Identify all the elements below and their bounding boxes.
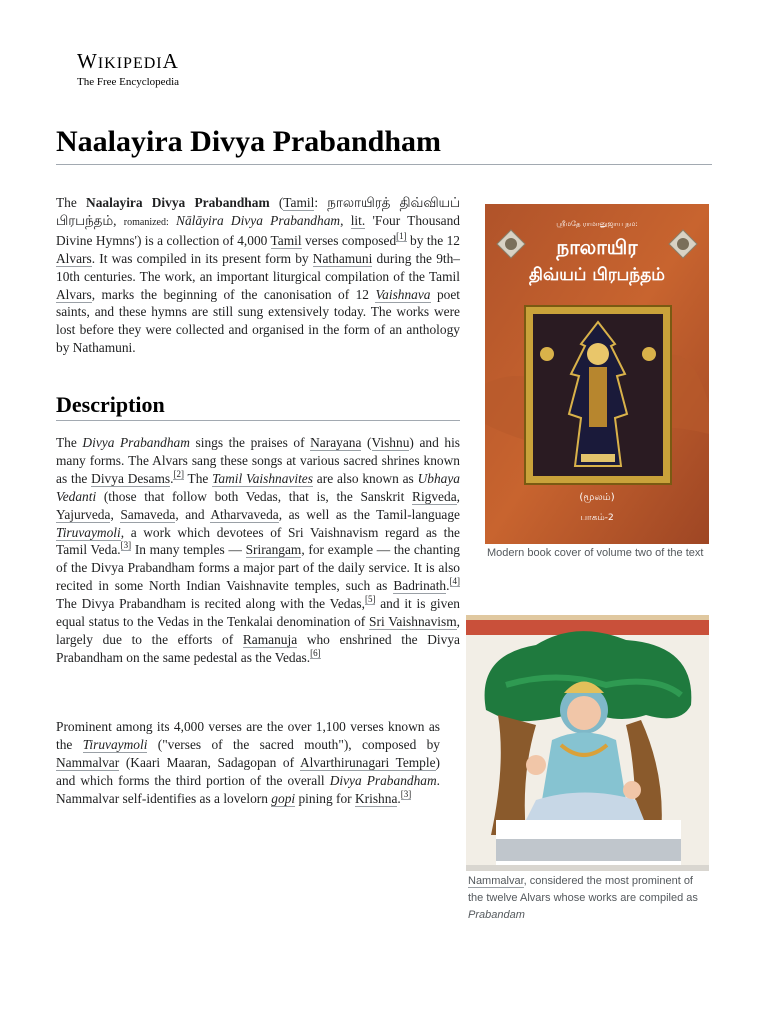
link-alvars-2[interactable]: Alvars [56, 286, 92, 302]
link-badrinath[interactable]: Badrinath [393, 578, 447, 594]
description-paragraph-2: Prominent among its 4,000 verses are the over 1,100 verses known as the Tiruvaymoli ("verses of the sacred mouth"), composed by Nammalvar (Kaari Maaran, Sadagopan of Alvarthirunagari Temple) and which forms the third portion of the overall Divya Prabandham. Nammalvar self-identifies as a lovelorn gopi pining for Krishna.[3] [56, 719, 441, 806]
cover-title-2: திவ்யப் பிரபந்தம் [529, 265, 665, 285]
ref-2[interactable]: [2] [173, 468, 184, 479]
ref-5[interactable]: [5] [364, 594, 376, 605]
ref-3b[interactable]: [3] [400, 788, 412, 799]
link-tamil-verses[interactable]: Tamil [270, 232, 302, 248]
cover-small-text: ஸ்ரீமதே ராமானுஜாய நம: [556, 220, 638, 228]
link-tamil[interactable]: Tamil [283, 195, 315, 210]
ref-6[interactable]: [6] [310, 647, 321, 658]
section-heading-description: Description [56, 392, 460, 421]
link-nathamuni[interactable]: Nathamuni [312, 250, 373, 266]
book-cover-image[interactable] [485, 204, 709, 544]
nammalvar-statue-image[interactable] [466, 615, 709, 871]
link-divya-desams[interactable]: Divya Desams [91, 470, 171, 486]
ref-3[interactable]: [3] [120, 540, 132, 551]
link-narayana[interactable]: Narayana [310, 435, 362, 450]
description-paragraph-1: The Divya Prabandham sings the praises of Narayana (Vishnu) and his many forms. The Alvars sang these songs at various sacred shrines known as the Divya Desams.[2] The Tamil Vaishnavites are also known as Ubhaya Vedanti (those that follow both Vedas, that is, the Sanskrit Rigveda, Yajurveda, Samaveda, and Atharvaveda, as well as the Tamil-language Tiruvaymoli, a work which devotees of Sri Vaishnavism regard as the Tamil Veda.[3] In many temples — Srirangam, for example — the chanting of the Divya Prabandham forms a major part of the daily service. It is also recited in some North Indian Vaishnavite temples, such as Badrinath.[4] The Divya Prabandham is recited along with the Vedas,[5] and it is given equal status to the Vedas in the Tenkalai denomination of Sri Vaishnavism, largely due to the efforts of Ramanuja who enshrined the Divya Prabandham on the same pedestal as the Vedas.[6] [56, 435, 461, 665]
book-cover-caption: Modern book cover of volume two of the text [487, 547, 704, 559]
link-literally[interactable]: lit. [350, 212, 366, 228]
ref-4[interactable]: [4] [449, 576, 460, 587]
ref-1[interactable]: [1] [396, 230, 407, 241]
cover-title-1: நாலாயிர [556, 235, 638, 259]
link-tiruvaymoli[interactable]: Tiruvaymoli [56, 524, 121, 540]
link-nammalvar[interactable]: Nammalvar [56, 754, 120, 770]
wikipedia-tagline: The Free Encyclopedia [77, 76, 180, 88]
link-samaveda[interactable]: Samaveda [120, 506, 176, 522]
page-title: Naalayira Divya Prabandham [56, 122, 712, 165]
link-gopi[interactable]: gopi [271, 790, 296, 806]
link-vishnu[interactable]: Vishnu [371, 435, 410, 450]
link-yajurveda[interactable]: Yajurveda [56, 506, 111, 522]
link-vaishnava[interactable]: Vaishnava [375, 286, 431, 302]
link-alvars[interactable]: Alvars [56, 250, 92, 266]
wikipedia-wordmark: WIKIPEDIA [77, 49, 179, 73]
link-atharvaveda[interactable]: Atharvaveda [210, 506, 279, 522]
link-tiruvaymoli-2[interactable]: Tiruvaymoli [82, 736, 148, 752]
link-ramanuja[interactable]: Ramanuja [242, 631, 298, 647]
cover-volume: பாகம்-2 [580, 513, 614, 523]
nammalvar-caption: Nammalvar, considered the most prominent of the twelve Alvars whose works are compiled as Prabandam [468, 875, 698, 921]
cover-mulam: (மூலம்) [579, 492, 615, 503]
link-krishna[interactable]: Krishna [355, 790, 398, 806]
link-nammalvar-caption[interactable]: Nammalvar [468, 875, 524, 887]
intro-paragraph: The Naalayira Divya Prabandham (Tamil: நாலாயிரத் திவ்வியப் பிரபந்தம், romanized: Nālāyira Divya Prabandham, lit. 'Four Thousand Divine Hymns') is a collection of 4,000 Tamil verses composed[1] by the 12 Alvars. It was compiled in its present form by Nathamuni during the 9th–10th centuries. The work, an important liturgical compilation of the Tamil Alvars, marks the beginning of the canonisation of 12 Vaishnava poet saints, and these hymns are still sung extensively today. The works were lost before they were collected and organised in the form of an anthology by Nathamuni. [56, 195, 461, 356]
wikipedia-logo[interactable] [77, 50, 179, 88]
link-sri-vaishnavism[interactable]: Sri Vaishnavism [369, 614, 457, 630]
link-rigveda[interactable]: Rigveda [412, 488, 457, 504]
link-tamil-vaishnavites[interactable]: Tamil Vaishnavites [212, 470, 313, 486]
link-alvarthirunagari-temple[interactable]: Alvarthirunagari Temple [299, 754, 436, 770]
link-srirangam[interactable]: Srirangam [245, 542, 302, 558]
